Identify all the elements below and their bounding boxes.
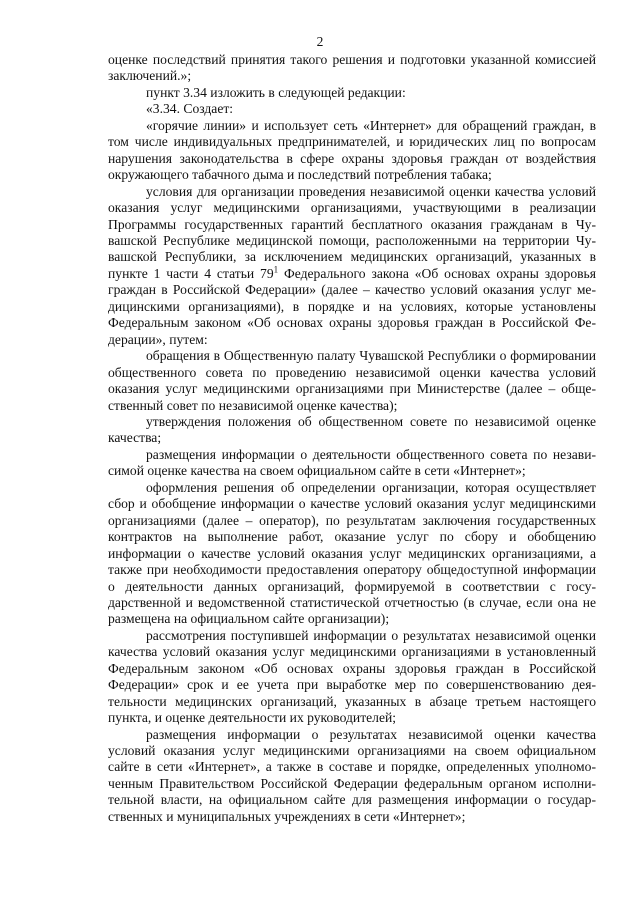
document-body — [108, 52, 596, 825]
paragraph-amendment-intro: пункт 3.34 изложить в следующей редакции: — [146, 84, 406, 100]
paragraph-conditions-text-end: Федерального закона «Об основах охраны здоровья граждан в Российской Федерации» (далее – качество условий оказания услуг медицинскими организациями), в порядке и на условиях, которые установлены Федеральным законом «Об основах охраны здоровья граждан в Российской Федерации», путем: — [108, 265, 596, 347]
paragraph-review: рассмотрения поступившей информации о результатах независимой оценки качества условий оказания услуг медицинскими организациями в установленный Федеральным законом «Об основах охраны здоровья граждан в Российской Федерации» срок и ее учета при выработке мер по совершенствованию деятельности медицинских организаций, указанных в абзаце третьем настоящего пункта, и оценке деятельности их руководителей; — [108, 627, 596, 726]
paragraph-results-publication: размещения информации о результатах независимой оценки качества условий оказания услуг медицинскими организациями на своем официальном сайте в сети «Интернет», а также в составе и порядке, определенных уполномоченным Правительством Российской Федерации федеральным органом исполнительной власти, на официальном сайте для размещения информации о государственных и муниципальных учреждениях в сети «Интернет»; — [108, 726, 596, 824]
article-superscript: 1 — [273, 264, 279, 275]
paragraph-hotlines: «горячие линии» и использует сеть «Интернет» для обращений граждан, в том числе индивидуальных предпринимателей, и юридических лиц по вопросам нарушения законодательства в сфере охраны здоровья граждан от воздействия окружающего табачного дыма и последствий потребления табака; — [108, 117, 596, 183]
paragraph-conditions-text-start: условия для организации проведения независимой оценки качества условий оказания услуг медицинскими организациями, участвующими в реализации Программы государственных гарантий бесплатного оказания гражданам в Чувашской Республике медицинской помощи, расположенными на территории Чувашской Республики, за исключением медицинских организаций, указанных в пункте 1 части 4 статьи 79 — [108, 183, 596, 281]
paragraph-public-chamber: обращения в Общественную палату Чувашской Республики о формировании общественного совета по проведению независимой оценки качества условий оказания услуг медицинскими организациями при Министерстве (далее – общественный совет по независимой оценке качества); — [108, 348, 596, 413]
paragraph-publication: размещения информации о деятельности общественного совета по независимой оценке качества на своем официальном сайте в сети «Интернет»; — [108, 446, 596, 479]
page-number: 2 — [316, 34, 324, 49]
paragraph-operator: оформления решения об определении организации, которая осуществляет сбор и обобщение информации о качестве условий оказания услуг медицинскими организациями (далее – оператор), по результатам заключения государственных контрактов на выполнение работ, оказание услуг по сбору и обобщению информации о качестве условий оказания услуг медицинских организациями, а также при необходимости предоставления оператору общедоступной информации о деятельности данных организаций, формируемой в соответствии с государственной и ведомственной статистической отчетностью (в случае, если она не размещена на официальном сайте организации); — [108, 479, 596, 627]
paragraph-conditions — [108, 184, 596, 349]
paragraph-clause-heading: «3.34. Создает: — [146, 101, 234, 117]
paragraph-continuation: оценке последствий принятия такого решения и подготовки указанной комиссией заключений.»; — [108, 52, 596, 84]
paragraph-approval: утверждения положения об общественном совете по независимой оценке качества; — [108, 413, 596, 446]
